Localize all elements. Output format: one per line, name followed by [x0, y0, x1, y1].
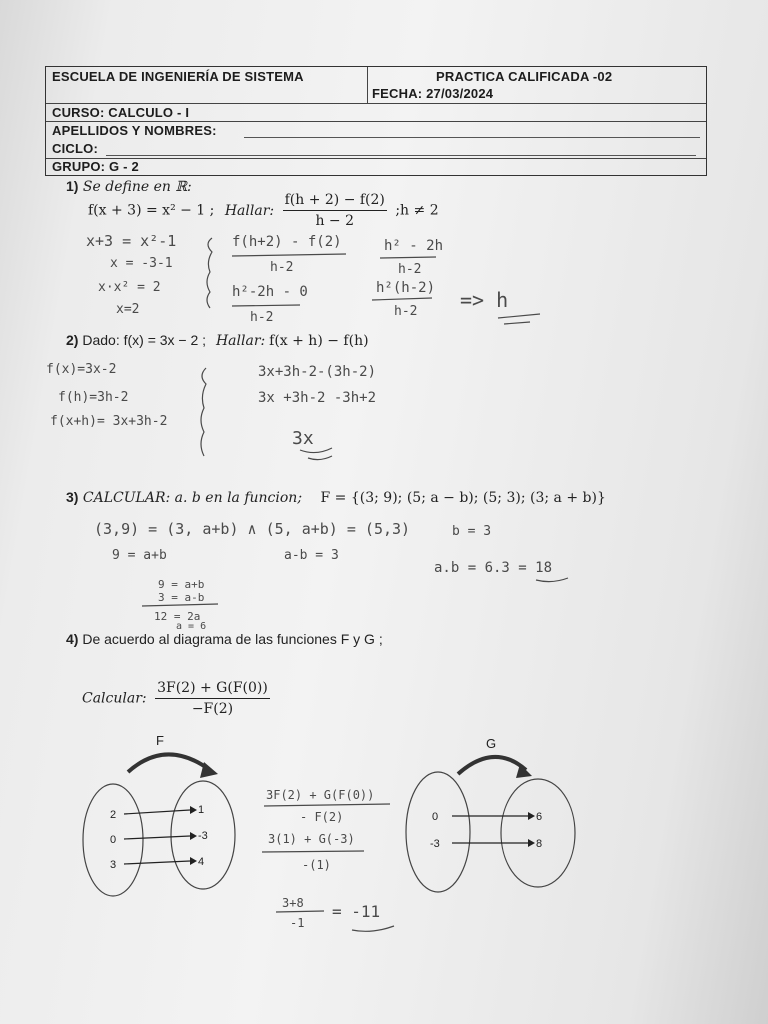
hw-p3-g: 3 = a-b [158, 591, 205, 604]
problem-3-number: 3) [66, 489, 79, 505]
hw-p1-i: h² - 2h [384, 238, 444, 254]
problem-4-calcular: Calcular: [82, 690, 147, 707]
problem-4-numerator: 3F(2) + G(F(0)) [155, 680, 270, 699]
p1-brace [207, 238, 212, 308]
diagram-g-domain-1: 0 [432, 811, 439, 823]
hw-p3-e: a.b = 6.3 = 18 [434, 560, 553, 576]
p2-answer-underline [300, 448, 332, 453]
diagram-f-codomain-3: 4 [198, 856, 205, 868]
diagram-f-arrow-3 [124, 861, 190, 864]
exam-date: FECHA: 27/03/2024 [372, 86, 494, 101]
diagram-g-codomain-2: 8 [536, 838, 543, 850]
p1-bar-2 [232, 305, 300, 306]
p2-brace [201, 368, 206, 456]
p4-bar-2 [262, 851, 364, 852]
diagram-g-arc-arrow [458, 757, 526, 774]
diagram-f-domain-1: 2 [110, 809, 117, 821]
exam-title: PRACTICA CALIFICADA -02 [436, 69, 613, 84]
diagram-f-arc-arrow [128, 754, 210, 772]
diagram-f-arrowhead-3 [190, 857, 197, 865]
diagram-g-name: G [486, 736, 497, 751]
diagram-g-arrowhead-2 [528, 839, 535, 847]
problem-3-text: CALCULAR: a. b en la funcion; [82, 490, 303, 506]
diagram-g [406, 736, 575, 892]
hw-p4-b: - F(2) [300, 810, 344, 824]
diagram-f-arrowhead-1 [190, 806, 197, 814]
problem-1-hallar: Hallar: [224, 202, 275, 219]
diagram-f-domain-3: 3 [110, 859, 117, 871]
hw-p3-a: (3,9) = (3, a+b) ∧ (5, a+b) = (5,3) [94, 520, 411, 538]
diagram-g-mapping-arrows [452, 816, 528, 843]
p1-bar-1 [232, 254, 346, 256]
diagram-f-mapping-arrows [124, 810, 190, 864]
diagram-g-codomain-1: 6 [536, 811, 543, 823]
hw-p1-e: f(h+2) - f(2) [232, 234, 342, 250]
diagram-g-domain-ellipse [406, 772, 470, 892]
p4-answer-underline [352, 926, 394, 931]
hw-p1-b: x = -3-1 [110, 256, 173, 271]
hw-p4-a: 3F(2) + G(F(0)) [266, 788, 375, 802]
diagram-f-codomain-2: -3 [198, 830, 208, 842]
problem-4-denominator: −F(2) [191, 701, 234, 717]
problem-1-text: Se define en ℝ: [82, 179, 192, 195]
p1-bar-4 [372, 298, 432, 300]
hw-p2-a: f(x)=3x-2 [46, 362, 117, 377]
problem-3-set: F = {(3; 9); (5; a − b); (5; 3); (3; a + b)} [320, 490, 606, 506]
diagram-f-arrow-2 [124, 836, 190, 839]
group-label: GRUPO: G - 2 [52, 159, 139, 174]
names-label: APELLIDOS Y NOMBRES: [52, 123, 217, 138]
problem-1-denominator: h − 2 [315, 213, 355, 229]
hw-p4-f: -1 [290, 916, 305, 930]
hw-p2-e: 3x +3h-2 -3h+2 [258, 390, 377, 406]
hw-p3-b: b = 3 [452, 524, 492, 539]
cycle-label: CICLO: [52, 141, 98, 156]
hw-p1-f: h-2 [270, 260, 294, 275]
hw-p1-j: h-2 [398, 262, 422, 277]
hw-p3-d: a-b = 3 [284, 548, 339, 563]
p4-bar-1 [264, 804, 390, 806]
hw-p1-c: x·x² = 2 [98, 280, 161, 295]
school-name: ESCUELA DE INGENIERÍA DE SISTEMA [52, 69, 304, 84]
p3-answer-underline [536, 578, 568, 582]
problem-2-expression: f(x + h) − f(h) [269, 333, 369, 349]
p1-answer-underline [498, 314, 540, 318]
hw-p2-b: f(h)=3h-2 [58, 390, 129, 405]
hw-p3-c: 9 = a+b [112, 548, 167, 563]
p4-bar-3 [276, 911, 324, 912]
hw-p1-h: h-2 [250, 310, 274, 325]
diagram-f-name: F [156, 733, 164, 748]
hw-p2-answer: 3x [292, 428, 314, 449]
problem-4-text: De acuerdo al diagrama de las funciones F y G ; [82, 631, 383, 647]
diagram-g-arrowhead-1 [528, 812, 535, 820]
diagram-g-codomain-ellipse [501, 779, 575, 887]
hw-p1-d: x=2 [116, 302, 140, 317]
problem-2-text: Dado: f(x) = 3x − 2 ; [82, 332, 207, 348]
hw-p1-g: h²-2h - 0 [232, 284, 308, 300]
hw-p4-e: 3+8 [282, 896, 304, 910]
p1-answer-underline-2 [504, 322, 530, 324]
problem-1-definition: f(x + 3) = x² − 1 ; [88, 202, 215, 219]
diagram-f-arrow-1 [124, 810, 190, 814]
p3-sum-bar [142, 604, 218, 606]
hw-p4-d: -(1) [302, 858, 331, 872]
hw-p1-a: x+3 = x²-1 [86, 232, 177, 250]
hw-p3-h: 12 = 2a [154, 610, 201, 623]
hw-p1-k: h²(h-2) [376, 280, 436, 296]
hw-p1-answer: => h [460, 288, 509, 312]
hw-p4-c: 3(1) + G(-3) [268, 832, 355, 846]
diagram-f-domain-2: 0 [110, 834, 117, 846]
p2-answer-underline-2 [308, 456, 332, 460]
hw-p3-i: a = 6 [176, 621, 207, 632]
problem-2-number: 2) [66, 332, 79, 348]
problem-1-number: 1) [66, 178, 79, 194]
problem-1-numerator: f(h + 2) − f(2) [283, 192, 387, 211]
hw-p2-d: 3x+3h-2-(3h-2) [258, 364, 377, 380]
hw-p1-l: h-2 [394, 304, 418, 319]
hw-p4-answer: = -11 [332, 902, 381, 921]
problem-4-number: 4) [66, 631, 79, 647]
diagram-g-domain-2: -3 [430, 838, 440, 850]
p1-bar-3 [380, 257, 436, 258]
handwriting-strokes [142, 238, 568, 931]
diagram-f [83, 733, 235, 896]
diagram-f-codomain-1: 1 [198, 804, 205, 816]
problem-2-hallar: Hallar: [215, 333, 266, 349]
diagram-f-arrowhead-2 [190, 832, 197, 840]
course-label: CURSO: CALCULO - I [52, 105, 190, 120]
problem-1-condition: ;h ≠ 2 [395, 202, 439, 219]
hw-p2-c: f(x+h)= 3x+3h-2 [50, 414, 168, 429]
hw-p3-f: 9 = a+b [158, 578, 205, 591]
